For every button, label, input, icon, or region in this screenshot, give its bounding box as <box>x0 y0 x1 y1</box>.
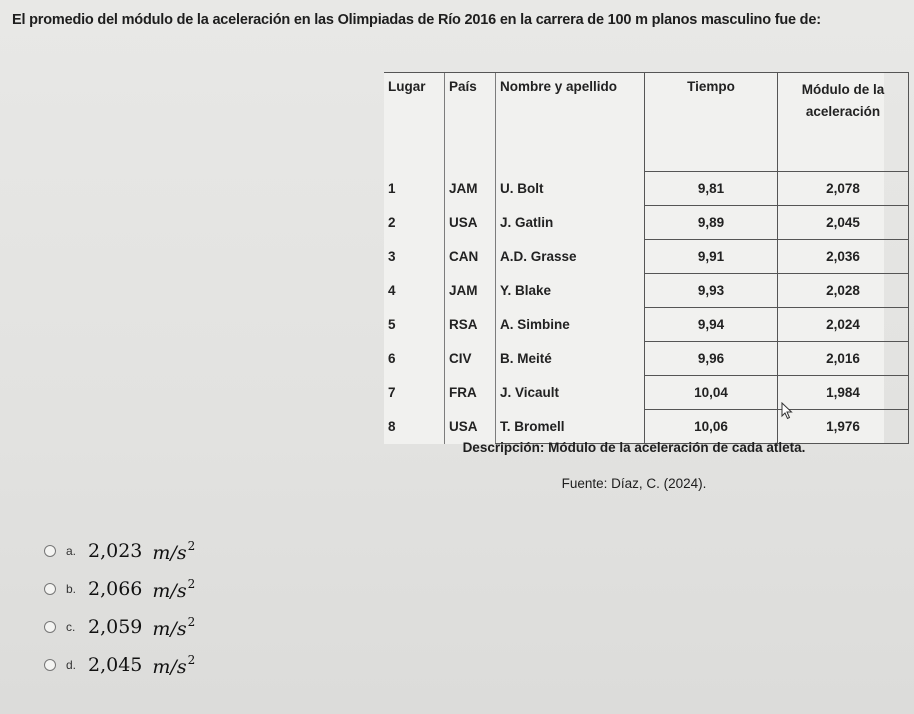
cell-name: U. Bolt <box>496 172 645 206</box>
cell-name: A.D. Grasse <box>496 240 645 274</box>
cell-place: 5 <box>388 317 396 332</box>
option-b[interactable] <box>44 570 195 608</box>
option-unit <box>152 577 195 602</box>
table-row <box>384 240 909 274</box>
results-table <box>384 72 909 444</box>
option-unit-text: m/s <box>152 541 187 564</box>
cell-place: 2 <box>388 215 396 230</box>
cell-place: 4 <box>388 283 396 298</box>
table-row <box>384 308 909 342</box>
radio-button-icon[interactable] <box>44 621 56 633</box>
header-acceleration <box>778 73 909 172</box>
table-row <box>384 274 909 308</box>
cell-country: USA <box>445 410 496 444</box>
radio-button-icon[interactable] <box>44 659 56 671</box>
option-unit <box>152 653 195 678</box>
option-value: 2,059 <box>88 616 143 638</box>
cell-acceleration: 1,976 <box>778 410 909 444</box>
cell-time: 10,04 <box>645 376 778 410</box>
option-unit-exponent: 2 <box>187 538 196 553</box>
radio-button-icon[interactable] <box>44 545 56 557</box>
option-letter: a. <box>66 544 77 558</box>
cell-name: A. Simbine <box>496 308 645 342</box>
cell-acceleration: 2,045 <box>778 206 909 240</box>
cell-acceleration: 2,078 <box>778 172 909 206</box>
cell-time: 9,94 <box>645 308 778 342</box>
header-acceleration-line2: aceleración <box>805 104 881 119</box>
cell-country: JAM <box>445 172 496 206</box>
cell-place: 3 <box>388 249 396 264</box>
cell-country: CIV <box>445 342 496 376</box>
option-value: 2,066 <box>88 578 143 600</box>
option-letter: c. <box>66 620 76 634</box>
table-source: Fuente: Díaz, C. (2024). <box>561 476 707 491</box>
option-letter: b. <box>66 582 77 596</box>
cell-country: FRA <box>445 376 496 410</box>
option-unit <box>152 539 195 564</box>
table-header-row <box>384 73 909 172</box>
cell-acceleration: 1,984 <box>778 376 909 410</box>
option-letter: d. <box>66 658 77 672</box>
mouse-pointer-icon <box>781 402 793 425</box>
radio-button-icon[interactable] <box>44 583 56 595</box>
cell-place: 1 <box>388 181 396 196</box>
cell-time: 9,81 <box>645 172 778 206</box>
cell-name: J. Vicault <box>496 376 645 410</box>
option-unit-exponent: 2 <box>187 652 196 667</box>
header-time: Tiempo <box>645 73 778 172</box>
header-name: Nombre y apellido <box>496 73 645 172</box>
cell-country: RSA <box>445 308 496 342</box>
cell-name: J. Gatlin <box>496 206 645 240</box>
table-row <box>384 172 909 206</box>
cell-time: 9,93 <box>645 274 778 308</box>
header-place: Lugar <box>384 73 445 172</box>
cell-acceleration: 2,024 <box>778 308 909 342</box>
cell-time: 9,89 <box>645 206 778 240</box>
cell-time: 10,06 <box>645 410 778 444</box>
answer-options <box>44 532 195 684</box>
option-d[interactable] <box>44 646 195 684</box>
cell-name: B. Meité <box>496 342 645 376</box>
option-unit-text: m/s <box>152 655 187 678</box>
cell-name: T. Bromell <box>496 410 645 444</box>
cell-time: 9,91 <box>645 240 778 274</box>
question-text: El promedio del módulo de la aceleración en las Olimpiadas de Río 2016 en la carrera de 100 m planos masculino fue de: <box>12 12 821 28</box>
option-value: 2,023 <box>88 540 143 562</box>
table-row <box>384 342 909 376</box>
results-table-container <box>384 72 884 444</box>
cell-acceleration: 2,036 <box>778 240 909 274</box>
option-unit <box>152 615 195 640</box>
cell-acceleration: 2,016 <box>778 342 909 376</box>
option-unit-exponent: 2 <box>187 614 196 629</box>
table-caption: Descripción: Módulo de la aceleración de cada atleta. <box>462 440 806 455</box>
option-c[interactable] <box>44 608 195 646</box>
header-country: País <box>445 73 496 172</box>
cell-country: USA <box>445 206 496 240</box>
table-row <box>384 206 909 240</box>
cell-country: CAN <box>445 240 496 274</box>
option-unit-text: m/s <box>152 579 187 602</box>
option-unit-text: m/s <box>152 617 187 640</box>
cell-place: 7 <box>388 385 396 400</box>
option-a[interactable] <box>44 532 195 570</box>
cell-place: 8 <box>388 419 396 434</box>
cell-place: 6 <box>388 351 396 366</box>
cell-country: JAM <box>445 274 496 308</box>
cell-time: 9,96 <box>645 342 778 376</box>
option-value: 2,045 <box>88 654 143 676</box>
cell-acceleration: 2,028 <box>778 274 909 308</box>
table-row <box>384 410 909 444</box>
cell-name: Y. Blake <box>496 274 645 308</box>
header-acceleration-line1: Módulo de la <box>801 82 885 97</box>
table-row <box>384 376 909 410</box>
option-unit-exponent: 2 <box>187 576 196 591</box>
